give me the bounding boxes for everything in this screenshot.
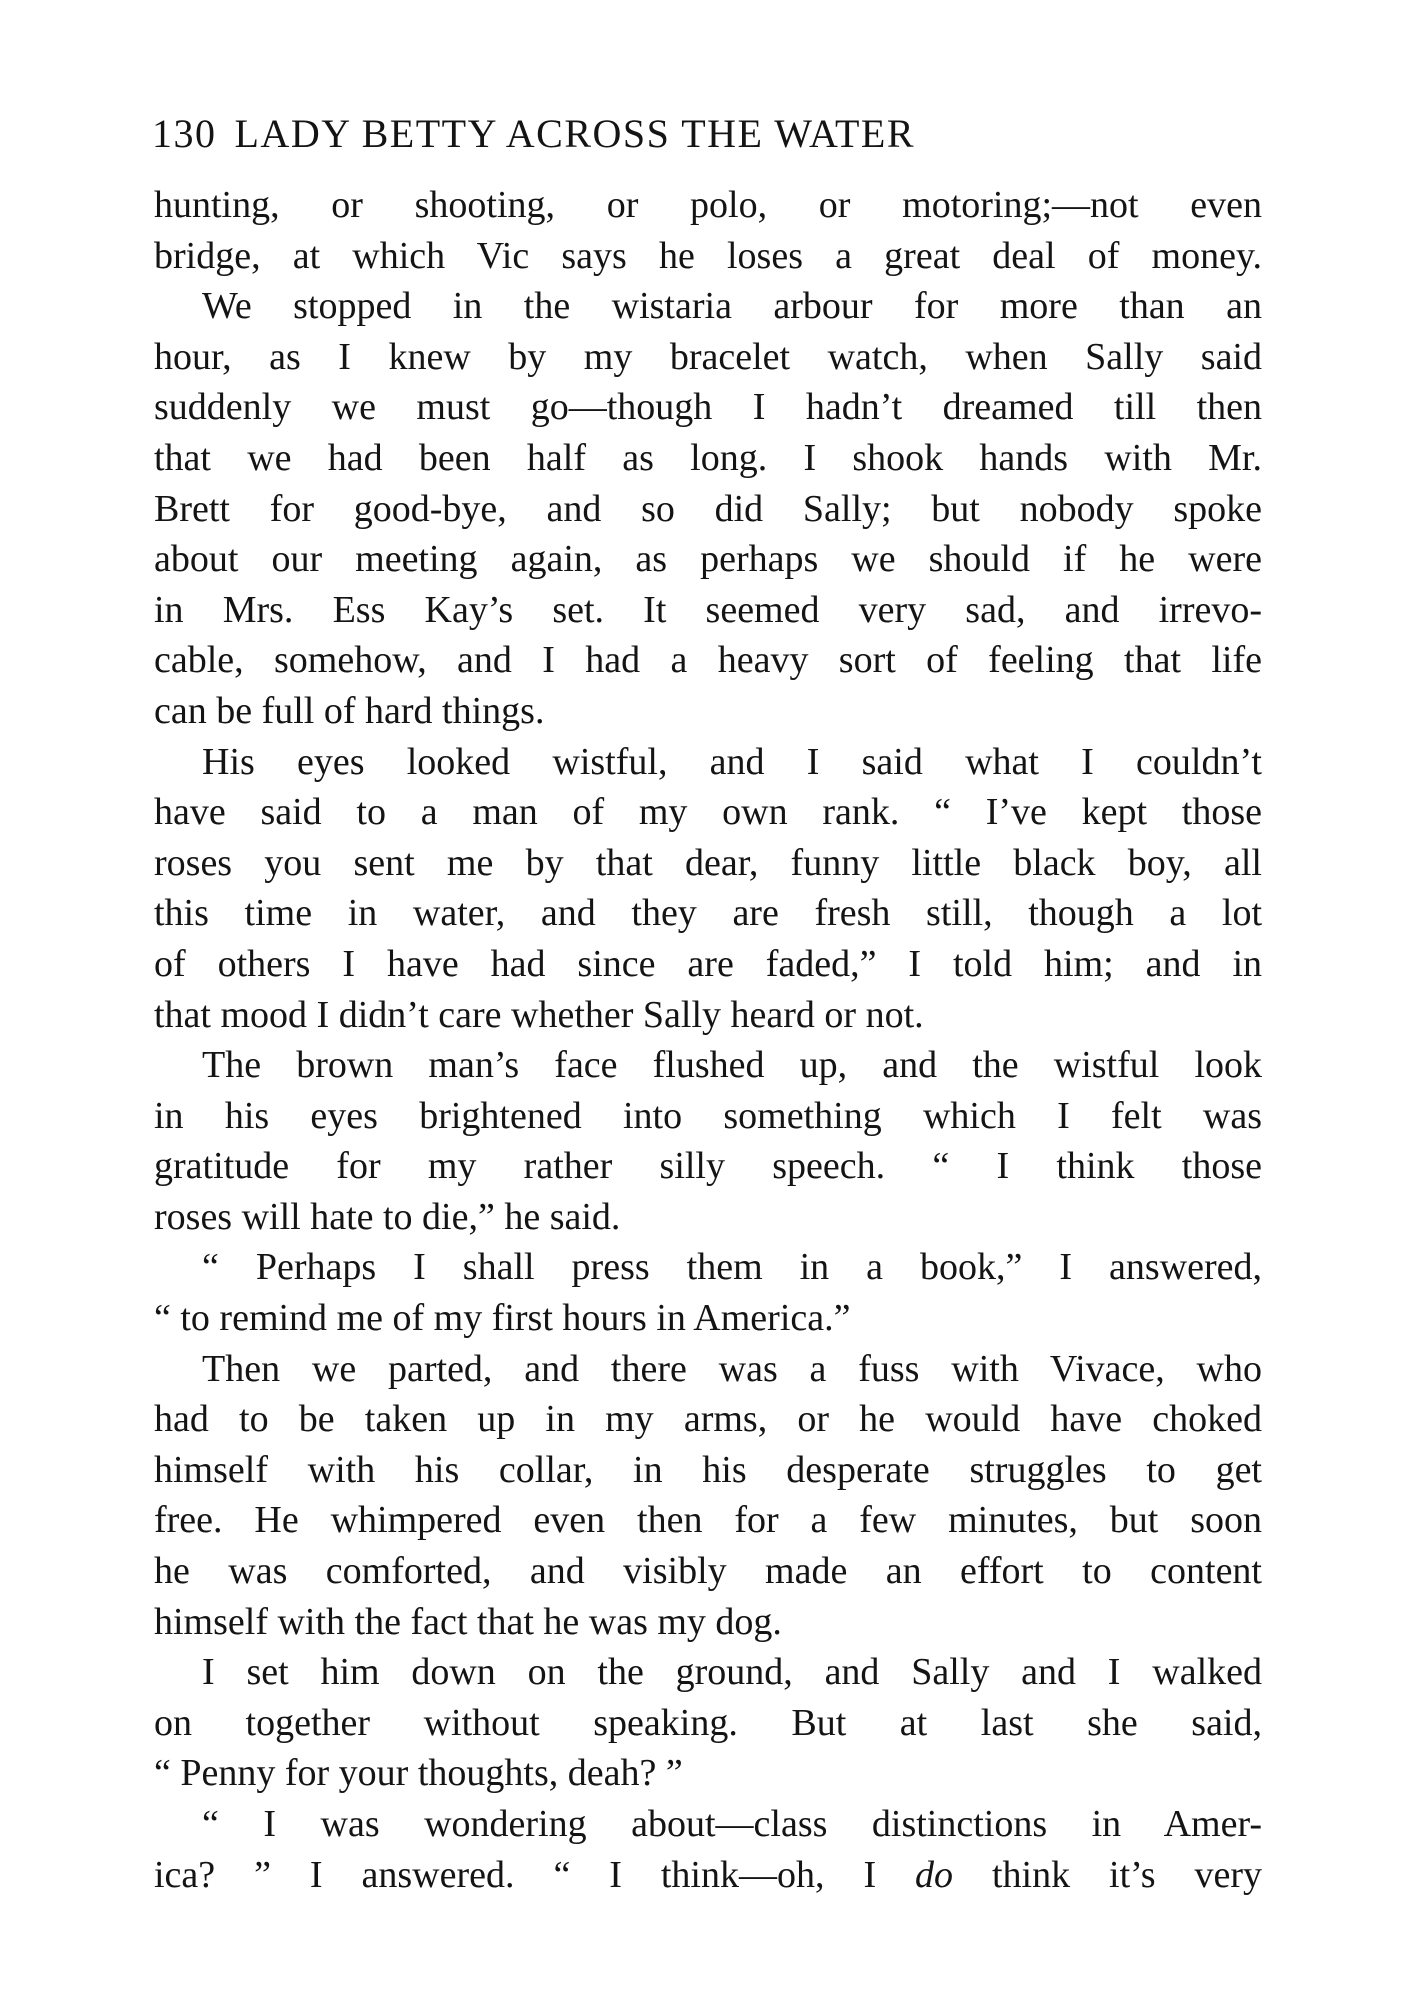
final-line (154, 1850, 1262, 1901)
text-line: roses you sent me by that dear, funny little black boy, all (154, 841, 1262, 884)
paragraph-start-line: “ I was wondering about—class distinctions in Amer- (202, 1803, 1262, 1845)
text-line: bridge, at which Vic says he loses a great deal of money. (154, 234, 1262, 277)
text-line: had to be taken up in my arms, or he would have choked (154, 1398, 1262, 1441)
body-text (154, 180, 1262, 1900)
final-line-before: ica? ” I answered. “ I think—oh, I (154, 1853, 916, 1896)
book-title: LADY BETTY ACROSS THE WATER (234, 111, 916, 156)
paragraph-end-line: “ to remind me of my first hours in America.” (154, 1297, 851, 1340)
text-line: gratitude for my rather silly speech. “ I think those (154, 1145, 1262, 1188)
paragraph-start-line: “ Perhaps I shall press them in a book,” I answered, (202, 1246, 1262, 1289)
paragraph-end-line: himself with the fact that he was my dog. (154, 1600, 782, 1643)
text-line: hour, as I knew by my bracelet watch, when Sally said (154, 335, 1262, 378)
text-line: in Mrs. Ess Kay’s set. It seemed very sad, and irrevo- (154, 588, 1262, 631)
text-line: about our meeting again, as perhaps we should if he were (154, 538, 1262, 581)
emphasized-word: do (915, 1853, 954, 1896)
page-number: 130 (152, 111, 217, 156)
text-line: suddenly we must go—though I hadn’t dreamed till then (154, 386, 1262, 429)
text-line: this time in water, and they are fresh still, though a lot (154, 892, 1262, 935)
paragraph-start-line: We stopped in the wistaria arbour for more than an (202, 285, 1262, 328)
paragraph-end-line: that mood I didn’t care whether Sally heard or not. (154, 993, 924, 1036)
text-line: himself with his collar, in his desperate struggles to get (154, 1448, 1262, 1491)
running-head (152, 108, 1262, 160)
text-line: cable, somehow, and I had a heavy sort of feeling that life (154, 639, 1262, 682)
paragraph-end-line: “ Penny for your thoughts, deah? ” (154, 1752, 683, 1795)
paragraph-end-line: roses will hate to die,” he said. (154, 1195, 621, 1238)
text-line: on together without speaking. But at last she said, (154, 1701, 1262, 1744)
text-line: that we had been half as long. I shook hands with Mr. (154, 436, 1262, 479)
text-line: he was comforted, and visibly made an effort to content (154, 1550, 1262, 1593)
paragraph-end-line: can be full of hard things. (154, 689, 545, 732)
text-line: have said to a man of my own rank. “ I’ve kept those (154, 791, 1262, 834)
text-line: hunting, or shooting, or polo, or motoring;—not even (154, 184, 1262, 226)
paragraph-start-line: His eyes looked wistful, and I said what I couldn’t (202, 740, 1262, 783)
paragraph-start-line: Then we parted, and there was a fuss with Vivace, who (202, 1347, 1262, 1390)
paragraph-start-line: I set him down on the ground, and Sally and I walked (202, 1651, 1262, 1694)
paragraph-start-line: The brown man’s face flushed up, and the wistful look (202, 1044, 1262, 1087)
text-line: of others I have had since are faded,” I told him; and in (154, 942, 1262, 985)
final-line-after: think it’s very (953, 1853, 1262, 1896)
text-line: free. He whimpered even then for a few minutes, but soon (154, 1499, 1262, 1542)
text-line: in his eyes brightened into something which I felt was (154, 1094, 1262, 1137)
text-line: Brett for good-bye, and so did Sally; but nobody spoke (154, 487, 1262, 530)
